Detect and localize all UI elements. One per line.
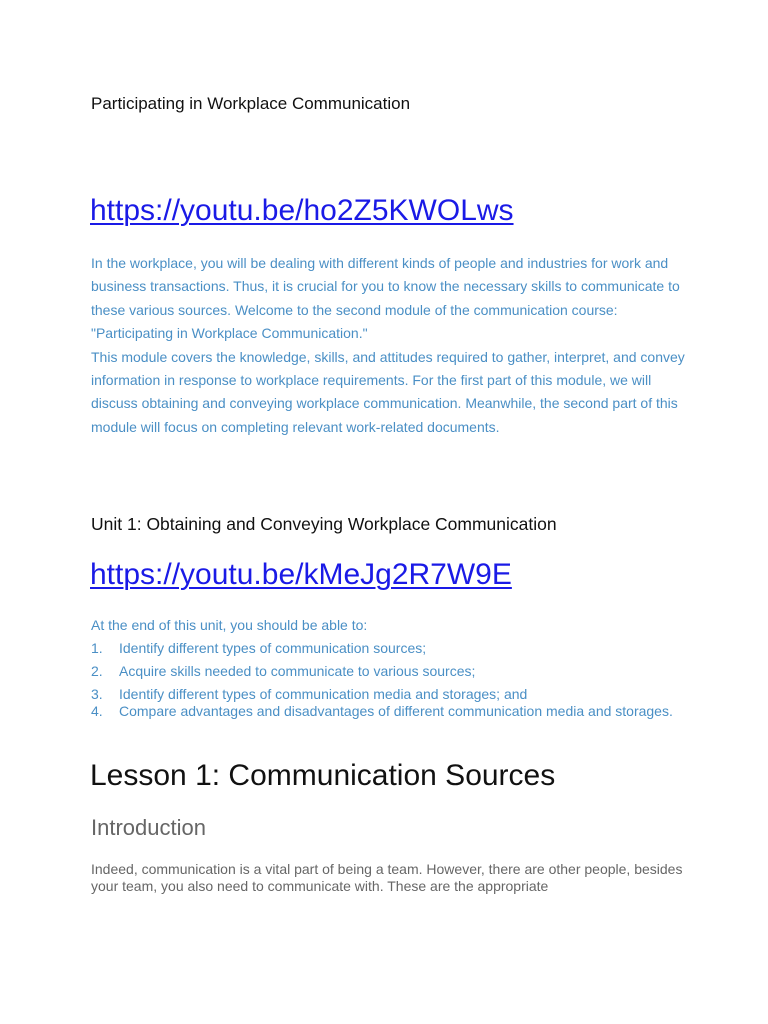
objective-number: 3. bbox=[91, 686, 103, 702]
video-link-1[interactable]: https://youtu.be/ho2Z5KWOLws bbox=[90, 194, 514, 227]
objective-text: Compare advantages and disadvantages of different communication media and storages. bbox=[119, 703, 673, 719]
module-intro bbox=[91, 252, 691, 439]
objective-number: 2. bbox=[91, 663, 103, 679]
objective-item bbox=[91, 686, 691, 703]
objectives-list bbox=[91, 640, 691, 720]
section-heading: Introduction bbox=[91, 815, 206, 840]
objective-item bbox=[91, 663, 691, 680]
objective-text: Identify different types of communication sources; bbox=[119, 640, 427, 656]
objective-number: 1. bbox=[91, 640, 103, 656]
lesson-heading: Lesson 1: Communication Sources bbox=[90, 759, 556, 792]
intro-paragraph-2: This module covers the knowledge, skills, and attitudes required to gather, interpret, and convey information in response to workplace requirements. For the first part of this module, we will discuss obtaining and conveying workplace communication. Meanwhile, the second part of this module will focus on completing relevant work-related documents. bbox=[91, 348, 685, 435]
intro-paragraph-1: In the workplace, you will be dealing with different kinds of people and industries for work and business transactions. Thus, it is crucial for you to know the necessary skills to communicate to these various sources. Welcome to the second module of the communication course: "Participating in Workplace Communication." bbox=[91, 255, 680, 342]
video-link-2[interactable]: https://youtu.be/kMeJg2R7W9E bbox=[90, 558, 512, 591]
objective-item bbox=[91, 640, 691, 657]
objective-text: Identify different types of communication media and storages; and bbox=[119, 686, 528, 702]
objective-number: 4. bbox=[91, 703, 103, 719]
document-title: Participating in Workplace Communication bbox=[91, 94, 411, 113]
objective-text: Acquire skills needed to communicate to various sources; bbox=[119, 663, 476, 679]
objectives-intro: At the end of this unit, you should be able to: bbox=[91, 617, 368, 633]
objective-item bbox=[91, 703, 691, 720]
body-paragraph: Indeed, communication is a vital part of being a team. However, there are other people, besides your team, you also need to communicate with. These are the appropriate bbox=[91, 861, 683, 894]
unit-heading: Unit 1: Obtaining and Conveying Workplace Communication bbox=[91, 514, 557, 534]
